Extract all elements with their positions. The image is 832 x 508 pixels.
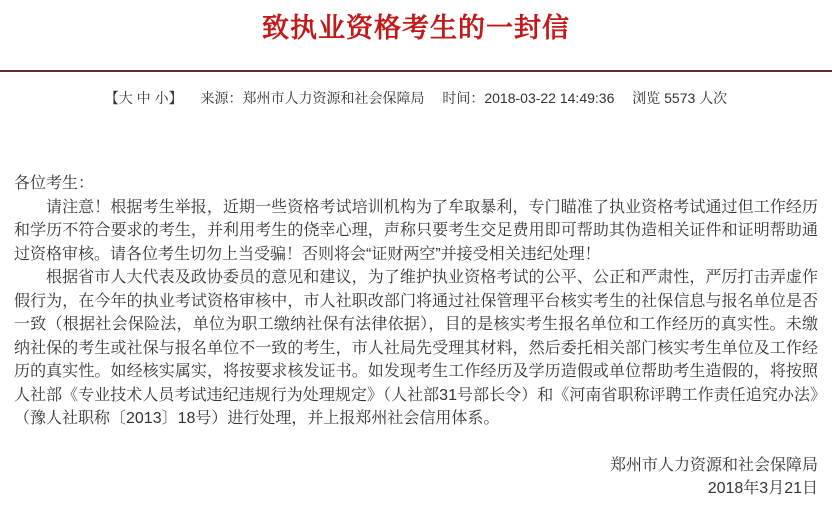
letter-body: [0, 172, 832, 501]
letter-paragraph-1: 请注意！根据考生举报，近期一些资格考试培训机构为了牟取暴利，专门瞄准了执业资格考试通过但工作经历和学历不符合要求的考生，并利用考生的侥幸心理，声称只要考生交足费用即可帮助其伪造相关证件和证明帮助通过资格审核。请各位考生切勿上当受骗！否则将会“证财两空”并接受相关违纪处理！: [14, 198, 818, 263]
letter-signature: 郑州市人力资源和社会保障局: [609, 456, 818, 474]
source-value: 郑州市人力资源和社会保障局: [242, 90, 425, 106]
font-size-controls[interactable]: 【大 中 小】: [104, 90, 183, 106]
views-label: 浏览: [632, 90, 661, 106]
page-title: 致执业资格考生的一封信: [262, 13, 570, 43]
views-unit: 人次: [699, 90, 728, 106]
time-value: 2018-03-22 14:49:36: [484, 90, 615, 106]
article-header: [0, 0, 832, 70]
meta-views: [632, 88, 727, 108]
header-divider: [0, 70, 832, 72]
letter-date: 2018年3月21日: [707, 480, 818, 497]
letter-salutation: 各位考生：: [14, 175, 95, 192]
views-count: 5573: [664, 90, 696, 106]
meta-source: [200, 88, 424, 108]
meta-time: [442, 88, 614, 108]
source-label: 来源：: [200, 90, 243, 106]
time-label: 时间：: [442, 90, 485, 106]
letter-paragraph-2: 根据省市人大代表及政协委员的意见和建议，为了维护执业资格考试的公平、公正和严肃性，严厉打击弄虚作假行为，在今年的执业考试资格审核中，市人社职改部门将通过社保管理平台核实考生的社保信息与报名单位是否一致（根据社会保险法，单位为职工缴纳社保有法律依据），目的是核实考生报名单位和工作经历的真实性。未缴纳社保的考生或社保与报名单位不一致的考生，市人社局先受理其材料，然后委托相关部门核实考生单位及工作经历的真实性。如经核实属实，将按要求核发证书。如发现考生工作经历及学历造假或单位帮助考生造假的，将按照人社部《专业技术人员考试违纪违规行为处理规定》（人社部31号部长令）和《河南省职称评聘工作责任追究办法》（豫人社职称〔2013〕18号）进行处理，并上报郑州社会信用体系。: [14, 269, 818, 427]
article-meta: [0, 88, 832, 108]
